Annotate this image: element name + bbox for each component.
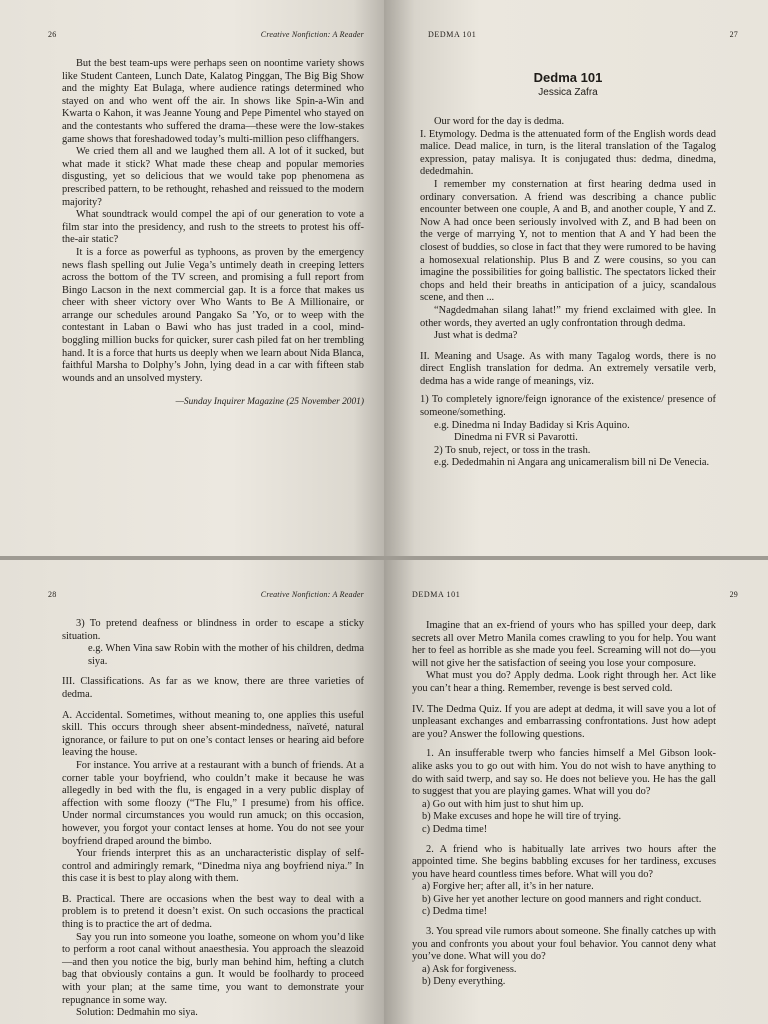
quiz-question: 3. You spread vile rumors about someone. She finally catches up with you and confronts you about your foul behavior. You cannot deny what you’ve done. What will you do?	[412, 926, 716, 963]
quiz-option: b) Give her yet another lecture on good manners and right conduct.	[422, 893, 702, 905]
paragraph: For instance. You arrive at a restaurant with a bunch of friends. At a corner table your boyfriend, who couldn’t make it because he was allegedly in bed with the flu, is engaged in a very public display of affection with some floozy (“The Flu,” I presume) from his office. Under normal circumstances you would run amuck; on this occasion, however, you forgot your contact lenses at home. You do not see your boyfriend draped around the bimbo.	[62, 759, 364, 847]
page-number: 29	[729, 590, 738, 599]
page-number: 26	[48, 30, 57, 39]
paragraph: Our word for the day is dedma.	[434, 116, 565, 127]
page-28	[0, 560, 384, 1024]
paragraph: Say you run into someone you loathe, someone on whom you’d like to perform a root canal without anaesthesia. You approach the sleazoid—and then you notice the big, burly man behind him, hefting a clutch bag that obviously contains a gun. It would be foolhardy to proceed with your plan; at the same time, you want to demonstrate your repugnance in some way.	[62, 931, 364, 1006]
page-26	[0, 0, 384, 560]
paragraph: Just what is dedma?	[434, 330, 518, 342]
page-text	[412, 620, 716, 989]
paragraph: Solution: Dedmahin mo siya.	[76, 1007, 198, 1019]
section-accidental: A. Accidental. Sometimes, without meaning to, one applies this useful skill. This occurs through sheer absent-mindedness, naïveté, natural ignorance, or failure to put on one’s contact lenses or hearing aid before leaving the house.	[62, 709, 364, 759]
quiz-question: 1. An insufferable twerp who fancies himself a Mel Gibson look-alike asks you to go out with him. You do not wish to have anything to do with said twerp, and say so. He does not believe you. He has the gall to suggest that you are playing games. What will you do?	[412, 748, 716, 798]
quiz-question: 2. A friend who is habitually late arrives two hours after the appointed time. She begins babbling excuses for her tardiness, excuses you have heard countless times before. What will you do?	[412, 843, 716, 880]
paragraph: “Nagdedmahan silang lahat!” my friend exclaimed with glee. In other words, they averted an ugly confrontation through dedma.	[420, 304, 716, 329]
section-meaning: II. Meaning and Usage. As with many Tagalog words, there is no direct English translation for dedma. An extremely versatile verb, dedma has a wide range of meanings, viz.	[420, 350, 716, 387]
quiz-option: a) Forgive her; after all, it’s in her nature.	[422, 881, 594, 893]
quiz-option: b) Make excuses and hope he will tire of trying.	[422, 811, 622, 823]
example: e.g. Dinedma ni Inday Badiday si Kris Aquino.	[434, 419, 630, 431]
page-text	[62, 58, 364, 385]
section-practical: B. Practical. There are occasions when the best way to deal with a problem is to pretend it doesn’t exist. On such occasions the practical thing is to practice the art of dedma.	[62, 893, 364, 931]
quiz-option: b) Deny everything.	[422, 976, 506, 988]
essay-title: Dedma 101	[533, 70, 603, 85]
quiz-option: a) Ask for forgiveness.	[422, 963, 517, 975]
paragraph: Your friends interpret this as an uncharacteristic display of self-control and admiringly remark, “Dinedma niya ang boyfriend niya.” In this case it is best to play along with them.	[62, 848, 364, 885]
section-quiz: IV. The Dedma Quiz. If you are adept at dedma, it will save you a lot of unpleasant exchanges and embarrassing confrontations. Just how adept are you? Answer the following questions.	[412, 703, 716, 740]
running-head-title: DEDMA 101	[428, 30, 477, 39]
page-text	[420, 116, 716, 470]
paragraph: Imagine that an ex-friend of yours who has spilled your deep, dark secrets all over Metro Manila comes crawling to you for help. You want her to feel as horrible as she made you feel. Screaming will not do—you will not give her the satisfaction of seeing you lose your composure.	[412, 620, 716, 669]
page-29	[384, 560, 768, 1024]
paragraph: I remember my consternation at first hearing dedma used in ordinary conversation. A friend was describing a chance public encounter between one couple, A and B, and another couple, Y and Z. Now A had once been seriously involved with Z, and B had been on the verge of marrying Y, not to mention that A and Y had been the closest of buddies, so close in fact that they were rumored to be having a homosexual relationship. Plus B and Z were cousins, so you can imagine the possibilities for going ballistic. The spectators licked their chops and held their breaths in anticipation of a juicy, scandalous scene, and then ...	[420, 178, 716, 304]
running-header	[48, 30, 364, 42]
definition-item: 2) To snub, reject, or toss in the trash.	[434, 444, 591, 456]
page-text	[62, 618, 364, 1020]
section-etymology: I. Etymology. Dedma is the attenuated form of the English words dead malice. Dead malice, in turn, is the literal translation of the Tagalog expression, patay malisya. It is conjugated thus: dedma, dinedma, dededmahin.	[420, 128, 716, 178]
quiz-option: c) Dedma time!	[422, 823, 488, 835]
quiz-option: a) Go out with him just to shut him up.	[422, 798, 584, 810]
example: e.g. When Vina saw Robin with the mother of his children, dedma siya.	[88, 643, 364, 667]
running-head-title: Creative Nonfiction: A Reader	[260, 590, 364, 599]
paragraph: What must you do? Apply dedma. Look right through her. Act like you can’t hear a thing. Remember, revenge is best served cold.	[412, 670, 716, 694]
running-header	[420, 30, 738, 42]
example: Dinedma ni FVR si Pavarotti.	[454, 432, 578, 444]
source-citation: —Sunday Inquirer Magazine (25 November 2001)	[175, 397, 364, 408]
example: e.g. Dededmahin ni Angara ang unicameralism bill ni De Venecia.	[434, 457, 710, 469]
running-header	[412, 590, 738, 602]
page-27	[384, 0, 768, 560]
page-number: 28	[48, 590, 57, 599]
quiz-option: c) Dedma time!	[422, 906, 488, 918]
paragraph: We cried them all and we laughed them all. A lot of it sucked, but what made it stick? What made these cheap and popular memories disgusting, yet so delicious that we would take pop phenomena as prescribed pattern, to be rethought, rehashed and reissued to the modern majority?	[62, 146, 364, 208]
paragraph: But the best team-ups were perhaps seen on noontime variety shows like Student Canteen, Lunch Date, Kalatog Pinggan, The Big Big Show and the mighty Eat Bulaga, where audience ratings determined who stayed on and who went off the air. In shows like Spin-a-Win and Kwarta o Kahon, it was Jeanne Young and Pepe Pimentel who stayed on and the contestants who suffered the drama—these were the low-stakes game shows that foreshadowed today’s multi-million peso cliffhangers.	[62, 58, 364, 145]
essay-author: Jessica Zafra	[538, 87, 598, 98]
running-head-title: DEDMA 101	[412, 590, 461, 599]
running-header	[48, 590, 364, 602]
definition-item: 1) To completely ignore/feign ignorance of the existence/ presence of someone/something.	[420, 394, 716, 419]
definition-item: 3) To pretend deafness or blindness in order to escape a sticky situation.	[62, 618, 364, 642]
paragraph: What soundtrack would compel the api of our generation to vote a film star into the presidency, and rush to the streets to protest his off-the-air static?	[62, 209, 364, 246]
page-number: 27	[729, 30, 738, 39]
running-head-title: Creative Nonfiction: A Reader	[260, 30, 364, 39]
section-classifications: III. Classifications. As far as we know, there are three varieties of dedma.	[62, 676, 364, 700]
paragraph: It is a force as powerful as typhoons, as proven by the emergency news flash spelling out Julie Vega’s untimely death in creeping letters across the bottom of the TV screen, and promising a full report from Bingo Lacson in the next commercial gap. It is a force that makes us cheer with sheer victory over Who Wants to Be A Millionaire, or arrange our schedules around Pangako Sa ’Yo, or to weep with the contestant in Laban o Bawi who has just traded in a cool, mind-boggling million bucks for quicker, surer cash piled fat on her trembling hand. It is a force that hurts us deeply when we learn about Nida Blanca, faithful Marsha to Dolphy’s John, lying dead in a car with fifteen stab wounds and an unsolved mystery.	[62, 246, 364, 384]
